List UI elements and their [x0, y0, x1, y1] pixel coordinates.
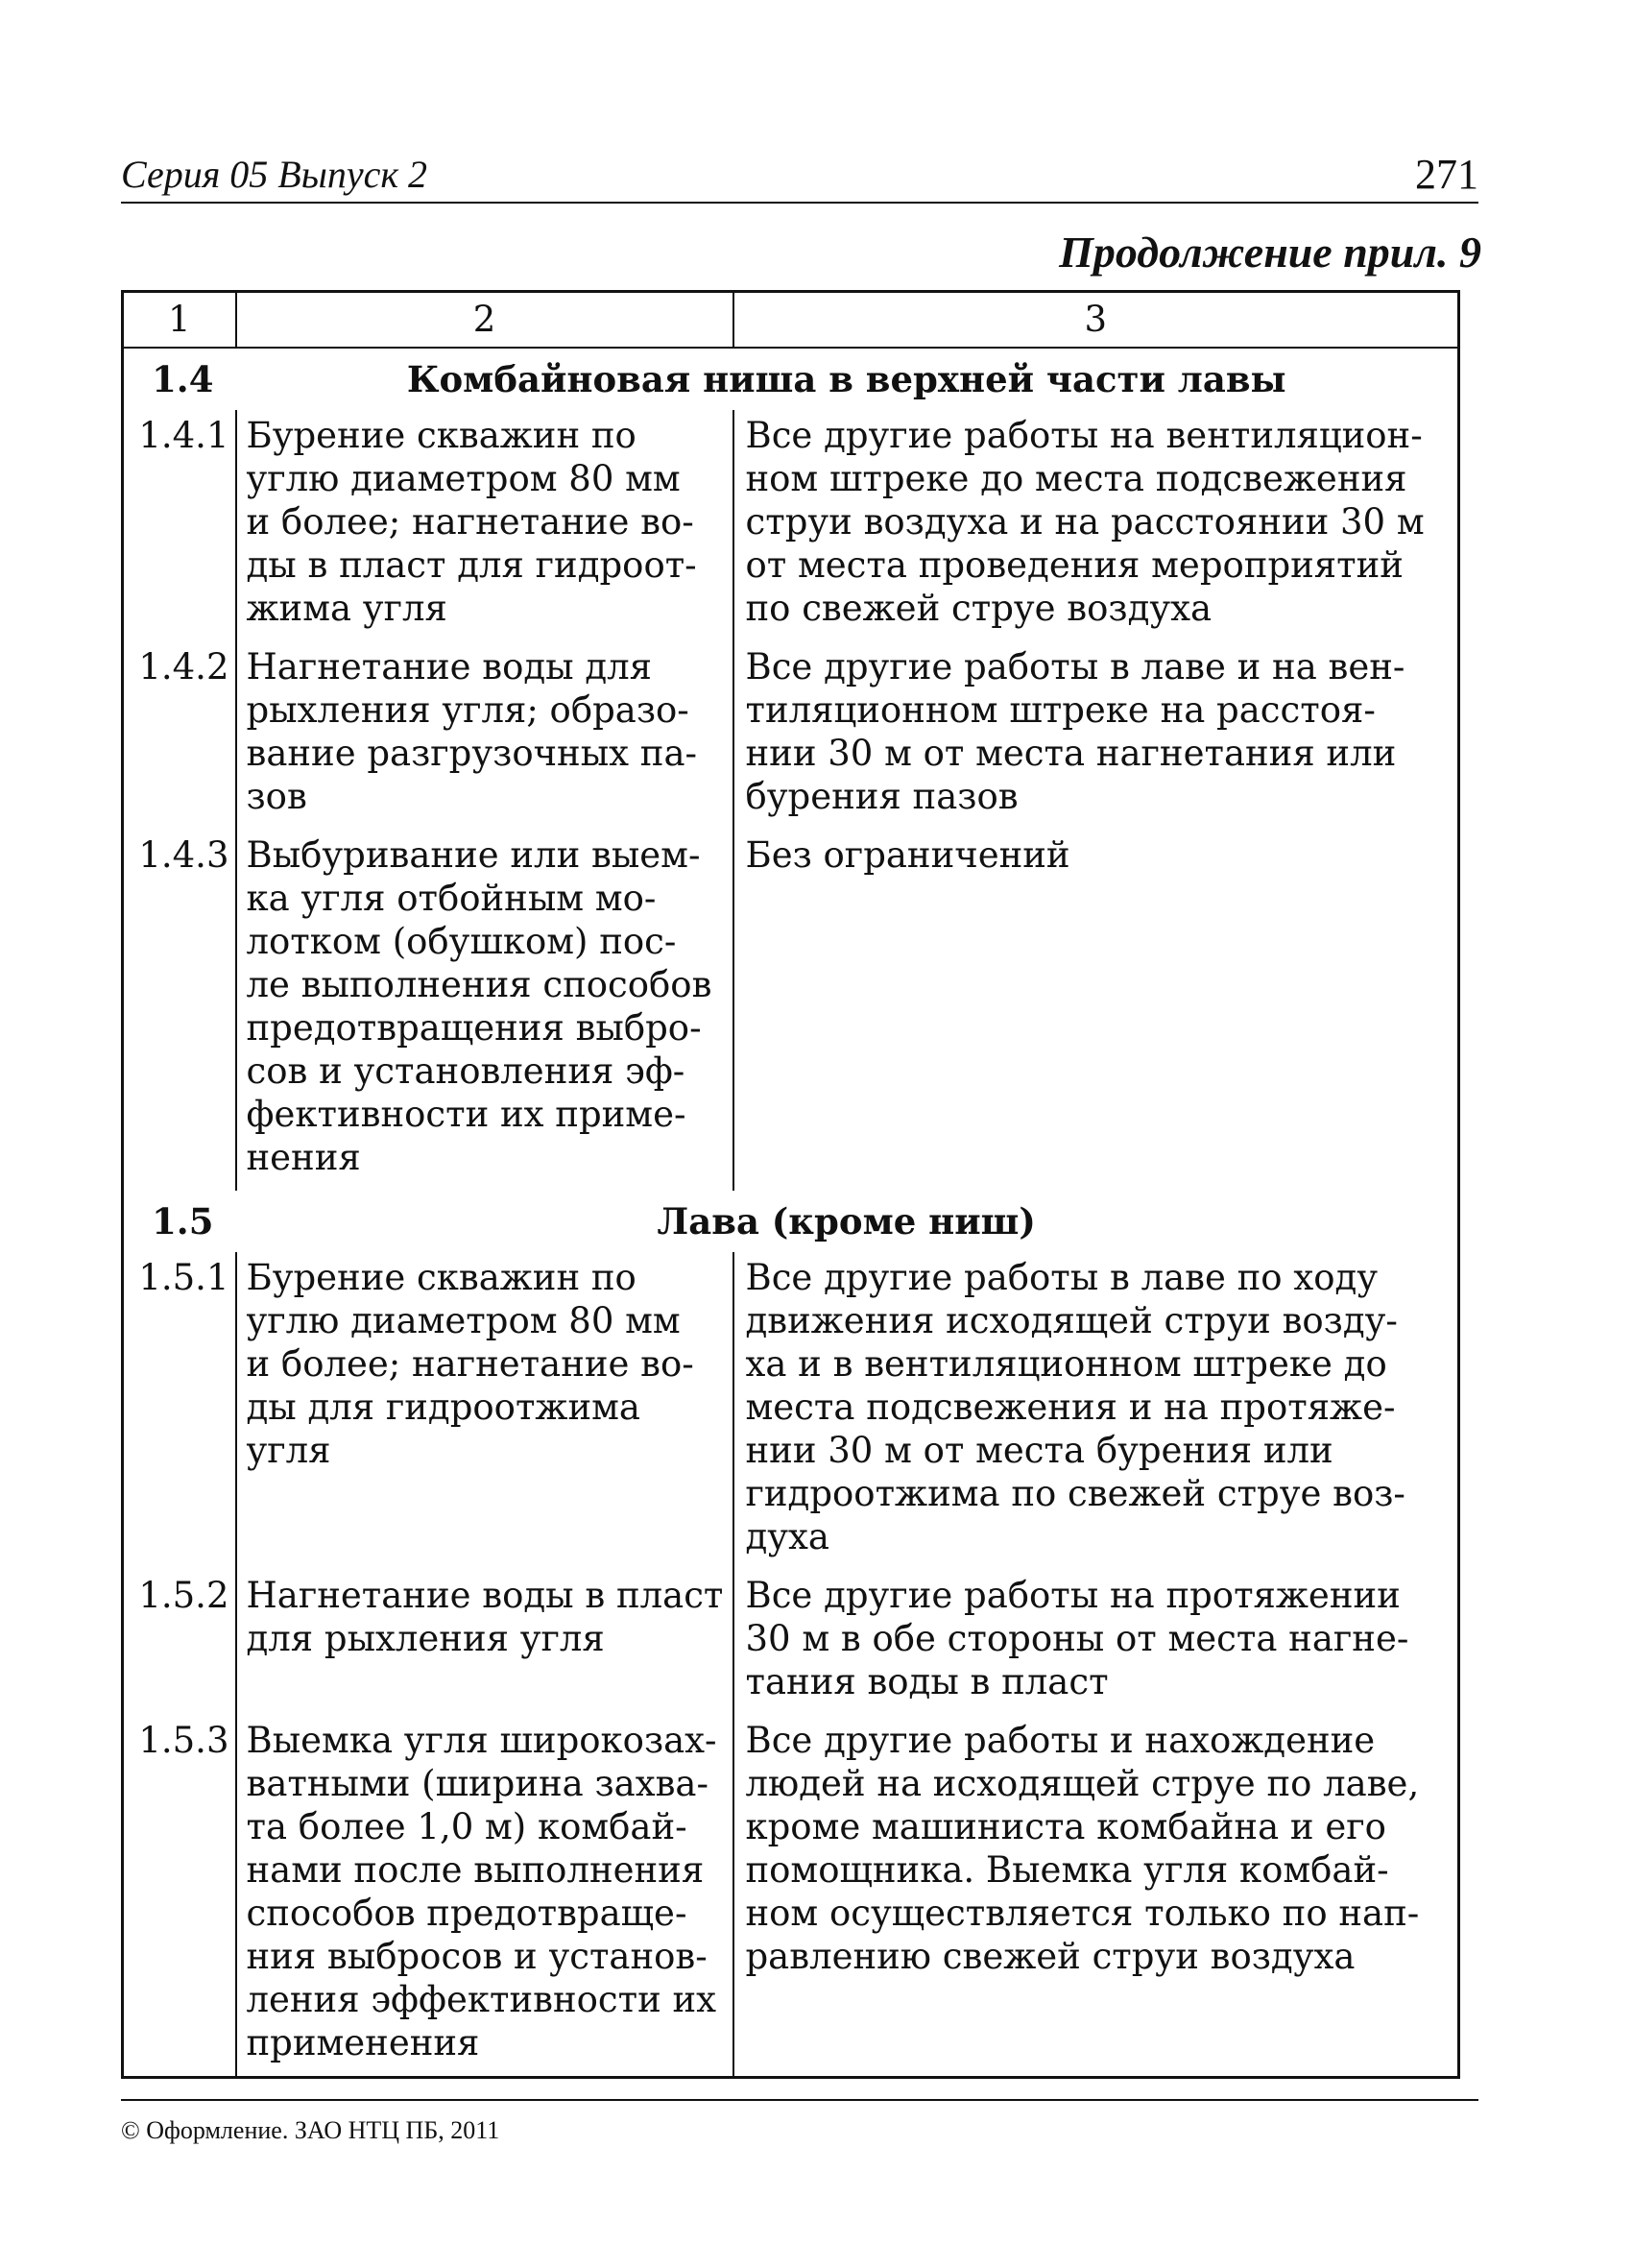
table-row [123, 410, 1459, 641]
cell-text-line: зов [246, 776, 307, 817]
cell-text-line: Нагнетание воды для [246, 646, 653, 688]
column-header-3: 3 [733, 292, 1459, 349]
cell-text-line: Выемка угля широкозах- [246, 1720, 717, 1761]
table-row [123, 830, 1459, 1191]
column-header-2: 2 [236, 292, 733, 349]
table-row [123, 1715, 1459, 2078]
cell-text-line: лотком (обушком) пос- [246, 921, 677, 962]
cell-text-line: фективности их приме- [246, 1094, 686, 1135]
item-number: 1.5.1 [123, 1252, 236, 1570]
cell-text-line: по свежей струе воздуха [745, 588, 1213, 629]
cell-text-line: сов и установления эф- [246, 1050, 685, 1092]
cell-text-line: жима угля [246, 588, 447, 629]
cell-text-line: та более 1,0 м) комбай- [246, 1806, 687, 1847]
cell-text-line: ватными (ширина захва- [246, 1763, 708, 1804]
cell-text-line: Все другие работы в лаве по ходу [745, 1257, 1379, 1298]
table [121, 290, 1460, 2079]
cell-text-line: Нагнетание воды в пласт [246, 1575, 724, 1616]
restriction-cell [733, 830, 1459, 1191]
section-title: Комбайновая ниша в верхней части лавы [406, 358, 1286, 400]
item-number: 1.5.3 [123, 1715, 236, 2078]
restriction-cell [733, 641, 1459, 830]
cell-text-line: места подсвежения и на протяже- [745, 1387, 1396, 1428]
cell-text-line: Бурение скважин по [246, 415, 636, 456]
cell-text-line: Все другие работы и нахождение [745, 1720, 1376, 1761]
item-number: 1.4.1 [123, 410, 236, 641]
section-row [123, 348, 1459, 410]
cell-text-line: угля [246, 1430, 331, 1471]
cell-text-line: ном штреке до места подсвежения [745, 458, 1407, 499]
cell-text-line: тиляционном штреке на расстоя- [745, 689, 1376, 731]
cell-text-line: для рыхления угля [246, 1618, 605, 1659]
cell-text-line: вание разгрузочных па- [246, 733, 698, 774]
series-title: Серия 05 Выпуск 2 [121, 153, 428, 196]
column-header-1: 1 [123, 292, 236, 349]
cell-text-line: ха и в вентиляционном штреке до [745, 1343, 1387, 1385]
table-row [123, 641, 1459, 830]
cell-text-line: ном осуществляется только по нап- [745, 1893, 1420, 1934]
running-header [121, 146, 1478, 204]
page-number: 271 [1415, 151, 1478, 198]
section-title: Лава (кроме ниш) [657, 1200, 1036, 1243]
column-header-row [123, 292, 1459, 349]
restriction-cell [733, 1252, 1459, 1570]
cell-text-line: и более; нагнетание во- [246, 501, 694, 543]
cell-text-line: Все другие работы на протяжении [745, 1575, 1401, 1616]
cell-text-line: Все другие работы на вентиляцион- [745, 415, 1423, 456]
cell-text-line: струи воздуха и на расстоянии 30 м [745, 501, 1425, 543]
work-type-cell [236, 410, 733, 641]
table-row [123, 1570, 1459, 1715]
table-row [123, 1252, 1459, 1570]
cell-text-line: ды для гидроотжима [246, 1387, 640, 1428]
cell-text-line: равлению свежей струи воздуха [745, 1936, 1356, 1977]
restriction-cell [733, 1715, 1459, 2078]
cell-text-line: нии 30 м от места нагнетания или [745, 733, 1397, 774]
cell-text-line: кроме машиниста комбайна и его [745, 1806, 1386, 1847]
regulation-table [121, 290, 1457, 2079]
restriction-cell [733, 410, 1459, 641]
cell-text-line: Бурение скважин по [246, 1257, 636, 1298]
cell-text-line: нения [246, 1137, 361, 1178]
cell-text-line: от места проведения мероприятий [745, 544, 1404, 586]
work-type-cell [236, 830, 733, 1191]
cell-text-line: ния выбросов и установ- [246, 1936, 708, 1977]
cell-text-line: людей на исходящей струе по лаве, [745, 1763, 1420, 1804]
section-number: 1.5 [152, 1200, 214, 1243]
work-type-cell [236, 1252, 733, 1570]
item-number: 1.5.2 [123, 1570, 236, 1715]
copyright-text: © Оформление. ЗАО НТЦ ПБ, 2011 [121, 2116, 500, 2144]
cell-text-line: Выбуривание или выем- [246, 834, 701, 876]
cell-text-line: предотвращения выбро- [246, 1007, 702, 1049]
cell-text-line: Все другие работы в лаве и на вен- [745, 646, 1405, 688]
cell-text-line: углю диаметром 80 мм [246, 1300, 681, 1341]
cell-text-line: рыхления угля; образо- [246, 689, 689, 731]
work-type-cell [236, 641, 733, 830]
item-number: 1.4.2 [123, 641, 236, 830]
cell-text-line: 30 м в обе стороны от места нагне- [745, 1618, 1409, 1659]
cell-text-line: ды в пласт для гидроот- [246, 544, 697, 586]
cell-text-line: духа [745, 1516, 829, 1557]
cell-text-line: ления эффективности их [246, 1979, 717, 2020]
cell-text-line: и более; нагнетание во- [246, 1343, 694, 1385]
cell-text-line: гидроотжима по свежей струе воз- [745, 1473, 1405, 1514]
work-type-cell [236, 1570, 733, 1715]
footer-divider [121, 2099, 1478, 2101]
cell-text-line: движения исходящей струи возду- [745, 1300, 1398, 1341]
cell-text-line: ле выполнения способов [246, 964, 712, 1005]
restriction-cell [733, 1570, 1459, 1715]
cell-text-line: нии 30 м от места бурения или [745, 1430, 1333, 1471]
cell-text-line: применения [246, 2022, 480, 2063]
continuation-label: Продолжение прил. 9 [1059, 228, 1481, 277]
section-number: 1.4 [152, 358, 214, 400]
cell-text-line: тания воды в пласт [745, 1661, 1109, 1702]
cell-text-line: нами после выполнения [246, 1849, 705, 1891]
cell-text-line: Без ограничений [745, 834, 1070, 876]
work-type-cell [236, 1715, 733, 2078]
cell-text-line: помощника. Выемка угля комбай- [745, 1849, 1389, 1891]
section-row [123, 1191, 1459, 1252]
cell-text-line: способов предотвраще- [246, 1893, 687, 1934]
cell-text-line: углю диаметром 80 мм [246, 458, 681, 499]
cell-text-line: ка угля отбойным мо- [246, 878, 657, 919]
cell-text-line: бурения пазов [745, 776, 1019, 817]
item-number: 1.4.3 [123, 830, 236, 1191]
